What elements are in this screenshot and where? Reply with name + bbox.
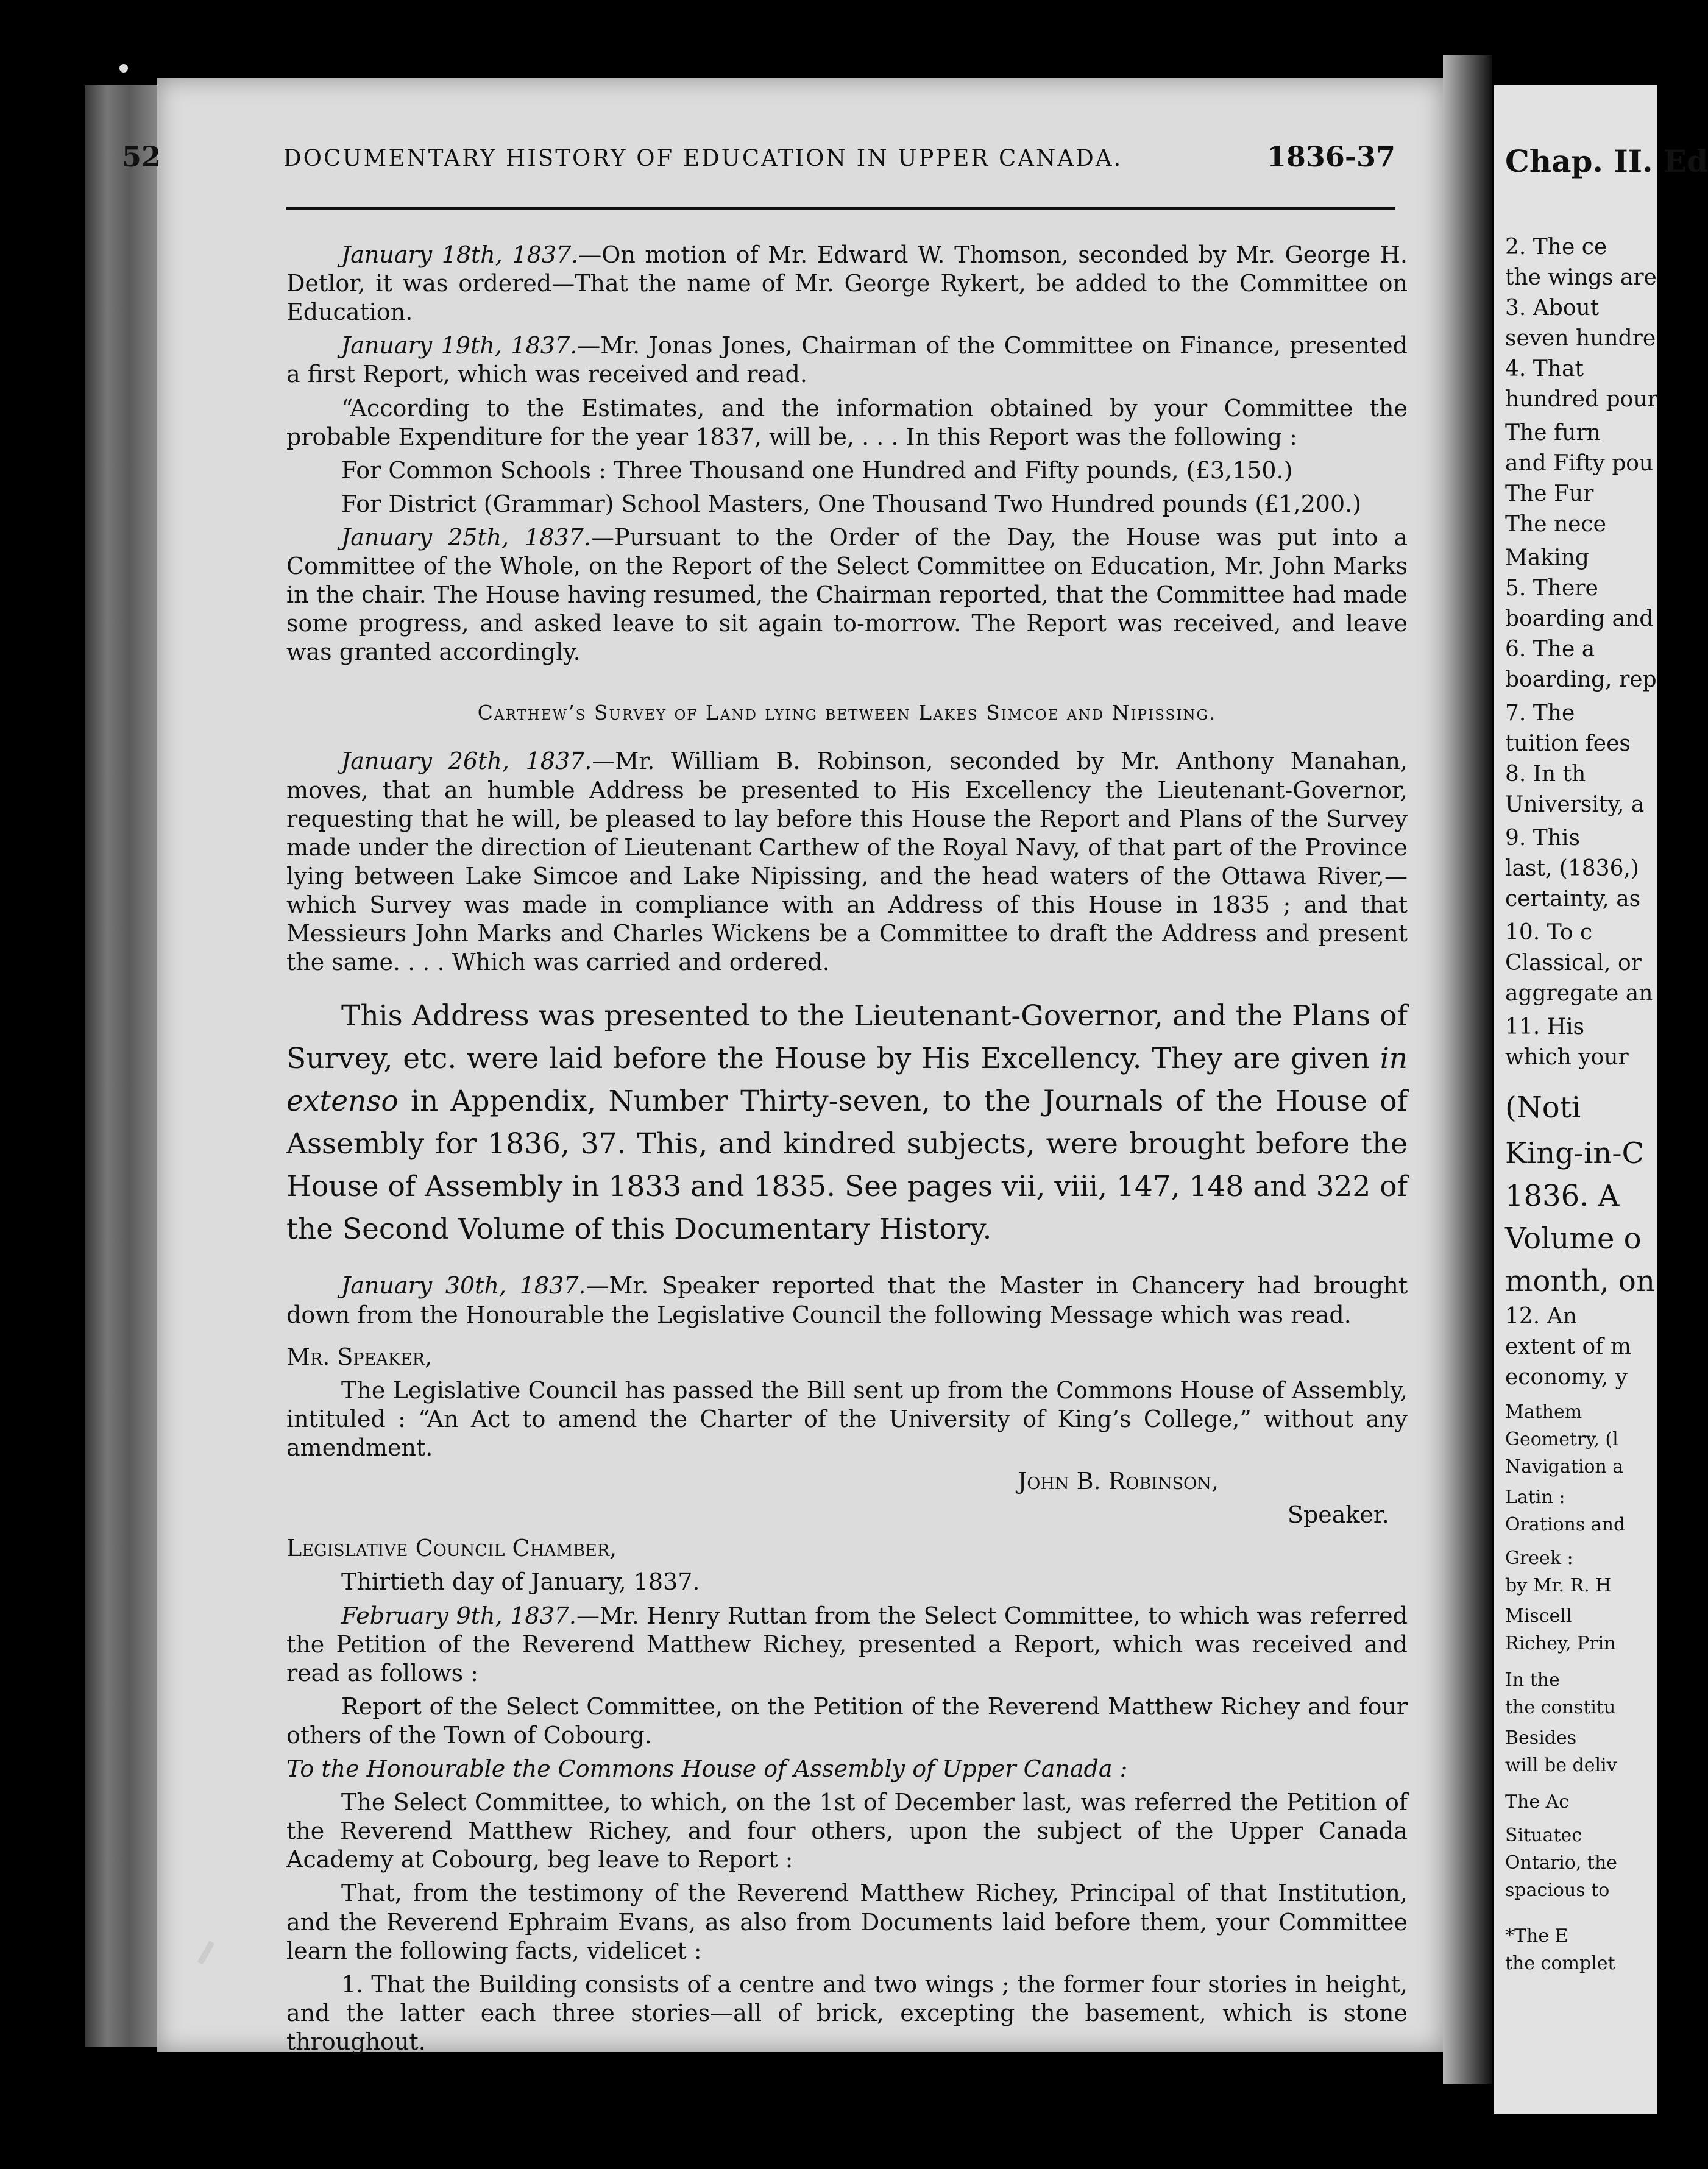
- place-line: Legislative Council Chamber,: [286, 1535, 617, 1562]
- right-page-line: Volume o: [1505, 1222, 1642, 1256]
- right-page-line: The nece: [1505, 512, 1606, 537]
- speck: [119, 64, 128, 73]
- paragraph-testimony: That, from the testimony of the Reverend Matthew Richey, Principal of that Institution, and the Reverend Ephraim Evans, as also from Documents laid before them, your Committee learn the following facts, videlicet :: [286, 1880, 1408, 1964]
- right-page-line: tuition fees: [1505, 731, 1631, 756]
- right-page-line: the constitu: [1505, 1697, 1616, 1718]
- paragraph-select-committee: The Select Committee, to which, on the 1st of December last, was referred the Petition of the Reverend Matthew Richey, and four others, upon the subject of the Upper Canada Academy at Cobourg, beg leave to Report :: [286, 1789, 1408, 1874]
- right-page-fragment: [1494, 85, 1708, 2114]
- right-page-line: In the: [1505, 1669, 1560, 1691]
- right-page-line: University, a: [1505, 792, 1645, 817]
- right-page-line: the complet: [1505, 1953, 1615, 1974]
- right-page-line: 1836. A: [1505, 1179, 1620, 1213]
- place-date: Thirtieth day of January, 1837.: [341, 1568, 700, 1596]
- right-page-line: will be deliv: [1505, 1755, 1617, 1776]
- dateline: February 9th, 1837.: [341, 1602, 576, 1629]
- right-page-line: 2. The ce: [1505, 235, 1607, 260]
- right-page-line: 7. The: [1505, 701, 1575, 726]
- right-page-line: spacious to: [1505, 1880, 1610, 1901]
- right-page-line: the wings are: [1505, 265, 1657, 290]
- right-page-line: Situatec: [1505, 1825, 1582, 1846]
- right-page-line: 10. To c: [1505, 920, 1593, 945]
- right-page-line: The Ac: [1505, 1791, 1570, 1813]
- running-title: DOCUMENTARY HISTORY OF EDUCATION IN UPPER CANADA.: [283, 145, 1123, 171]
- dateline: January 26th, 1837.: [341, 748, 592, 775]
- right-page-line: Orations and: [1505, 1514, 1626, 1535]
- paragraph-text: —Mr. Henry Ruttan from the Select Committee, to which was referred the Petition of the Reverend Matthew Richey, presented a Report, which was received and read as follows :: [286, 1602, 1408, 1686]
- dateline: January 30th, 1837.: [341, 1272, 586, 1300]
- right-page-line: King-in-C: [1505, 1136, 1645, 1170]
- dateline: January 19th, 1837.: [341, 332, 578, 359]
- dateline: January 25th, 1837.: [341, 523, 591, 551]
- right-page-line: Richey, Prin: [1505, 1633, 1616, 1654]
- address-line: To the Honourable the Commons House of Assembly of Upper Canada :: [286, 1755, 1128, 1783]
- paragraph-jan-30: [286, 1272, 1408, 1329]
- note-italic: in extenso: [286, 1042, 1408, 1119]
- editorial-note: [286, 995, 1408, 1251]
- right-page-line: by Mr. R. H: [1505, 1575, 1612, 1596]
- salutation: Mr. Speaker,: [286, 1343, 433, 1370]
- note-text: This Address was presented to the Lieutenant-Governor, and the Plans of Survey, etc. were laid before the House by His Excellency. They are given: [286, 999, 1408, 1076]
- right-page-line: Mathem: [1505, 1401, 1582, 1423]
- right-page-line: Geometry, (l: [1505, 1429, 1618, 1450]
- right-page-line: Navigation a: [1505, 1456, 1624, 1477]
- paragraph-building: 1. That the Building consists of a centre and two wings ; the former four stories in height, and the latter each three stories—all of brick, excepting the basement, which is stone throughout.: [286, 1970, 1408, 2056]
- paragraph-jan-19: [286, 331, 1408, 389]
- right-page-line: seven hundre: [1505, 326, 1656, 351]
- year-range: 1836-37: [1266, 140, 1395, 173]
- paragraph-estimates: “According to the Estimates, and the information obtained by your Committee the probable Expenditure for the year 1837, will be, . . . In this Report was the following :: [286, 394, 1408, 450]
- dateline: January 18th, 1837.: [341, 241, 579, 268]
- paragraph-text: —Mr. Speaker reported that the Master in Chancery had brought down from the Honourable the Legislative Council the following Message which was read.: [286, 1272, 1408, 1328]
- book-gutter: [1443, 55, 1492, 2084]
- right-page-line: aggregate an: [1505, 981, 1653, 1006]
- paragraph-text: —Mr. William B. Robinson, seconded by Mr. Anthony Manahan, moves, that an humble Address be presented to His Excellency the Lieutenant-Governor, requesting that he will, be pleased to lay before this House the Report and Plans of the Survey made under the direction of Lieutenant Carthew of the Royal Navy, of that part of the Province lying between Lake Simcoe and Lake Nipissing, and the head waters of the Ottawa River,—which Survey was made in compliance with an Address of this House in 1835 ; and that Messieurs John Marks and Charles Wickens be a Committee to draft the Address and present the same. . . . Which was carried and ordered.: [286, 748, 1408, 976]
- paragraph-common-schools: For Common Schools : Three Thousand one Hundred and Fifty pounds, (£3,150.): [341, 456, 1293, 484]
- paragraph-text: —Mr. Jonas Jones, Chairman of the Committee on Finance, presented a first Report, which was received and read.: [286, 332, 1408, 388]
- signature-title: Speaker.: [1287, 1501, 1389, 1529]
- right-page-line: 8. In th: [1505, 762, 1586, 787]
- right-page-line: *The E: [1505, 1925, 1568, 1947]
- book-spine-edge: [85, 85, 158, 2047]
- paragraph-district-schools: For District (Grammar) School Masters, One Thousand Two Hundred pounds (£1,200.): [341, 490, 1362, 517]
- right-page-line: 5. There: [1505, 576, 1598, 601]
- right-page-line: economy, y: [1505, 1365, 1628, 1390]
- right-page-line: which your: [1505, 1045, 1629, 1070]
- right-page-line: hundred pour: [1505, 387, 1658, 412]
- paragraph-feb-9: [286, 1602, 1408, 1688]
- right-page-line: Greek :: [1505, 1548, 1573, 1569]
- right-page-line: Latin :: [1505, 1487, 1565, 1508]
- page-number: 52: [122, 140, 161, 173]
- section-heading: Carthew’s Survey of Land lying between Lakes Simcoe and Nipissing.: [477, 700, 1217, 724]
- right-page-line: The Fur: [1505, 481, 1594, 506]
- paragraph-jan-26: [286, 747, 1408, 977]
- right-page-line: 11. His: [1505, 1014, 1585, 1039]
- right-page-line: Ontario, the: [1505, 1852, 1618, 1874]
- page-body: [286, 241, 1408, 2061]
- right-page-line: (Noti: [1505, 1091, 1581, 1125]
- right-page-line: 3. About: [1505, 295, 1600, 320]
- paragraph-text: —Pursuant to the Order of the Day, the House was put into a Committee of the Whole, on the Report of the Select Committee on Education, Mr. John Marks in the chair. The House having resumed, the Chairman reported, that the Committee had made some progress, and asked leave to sit again to-morrow. The Report was received, and leave was granted accordingly.: [286, 523, 1408, 666]
- right-page-line: month, on: [1505, 1264, 1655, 1298]
- right-page-line: boarding, rep: [1505, 667, 1657, 692]
- right-page-line: The furn: [1505, 420, 1601, 445]
- page-header: [122, 140, 1395, 183]
- header-rule: [286, 207, 1395, 210]
- right-page-line: boarding and: [1505, 606, 1654, 631]
- paragraph-jan-25: [286, 523, 1408, 667]
- right-page-line: 4. That: [1505, 356, 1584, 381]
- right-page-line: certainty, as: [1505, 886, 1641, 911]
- right-page-line: and Fifty pou: [1505, 451, 1654, 476]
- note-text: in Appendix, Number Thirty-seven, to the Journals of the House of Assembly for 1836, 37. This, and kindred subjects, were brought before the House of Assembly in 1833 and 1835. See pages vii, viii, 147, 148 and 322 of the Second Volume of this Documentary History.: [286, 1084, 1408, 1247]
- signature-name: John B. Robinson,: [1018, 1468, 1219, 1495]
- right-page-line: Chap. II. Ed: [1505, 143, 1708, 179]
- right-page-line: 6. The a: [1505, 637, 1595, 662]
- right-page-line: last, (1836,): [1505, 856, 1639, 881]
- right-page-line: extent of m: [1505, 1334, 1632, 1359]
- right-page-line: 9. This: [1505, 826, 1580, 851]
- right-page-line: Miscell: [1505, 1605, 1572, 1627]
- right-page-line: 12. An: [1505, 1304, 1577, 1329]
- paragraph-text: —On motion of Mr. Edward W. Thomson, seconded by Mr. George H. Detlor, it was ordered—That the name of Mr. George Rykert, be added to the Committee on Education.: [286, 241, 1408, 326]
- paragraph-jan-18: [286, 241, 1408, 327]
- paragraph-council-message: The Legislative Council has passed the Bill sent up from the Commons House of Assembly, intituled : “An Act to amend the Charter of the University of King’s College,” without any amendment.: [286, 1376, 1408, 1461]
- right-page-line: Besides: [1505, 1727, 1577, 1749]
- right-page-line: Making: [1505, 545, 1589, 570]
- paragraph-report-title: Report of the Select Committee, on the Petition of the Reverend Matthew Richey and four others of the Town of Cobourg.: [286, 1693, 1408, 1749]
- right-page-line: Classical, or: [1505, 950, 1642, 975]
